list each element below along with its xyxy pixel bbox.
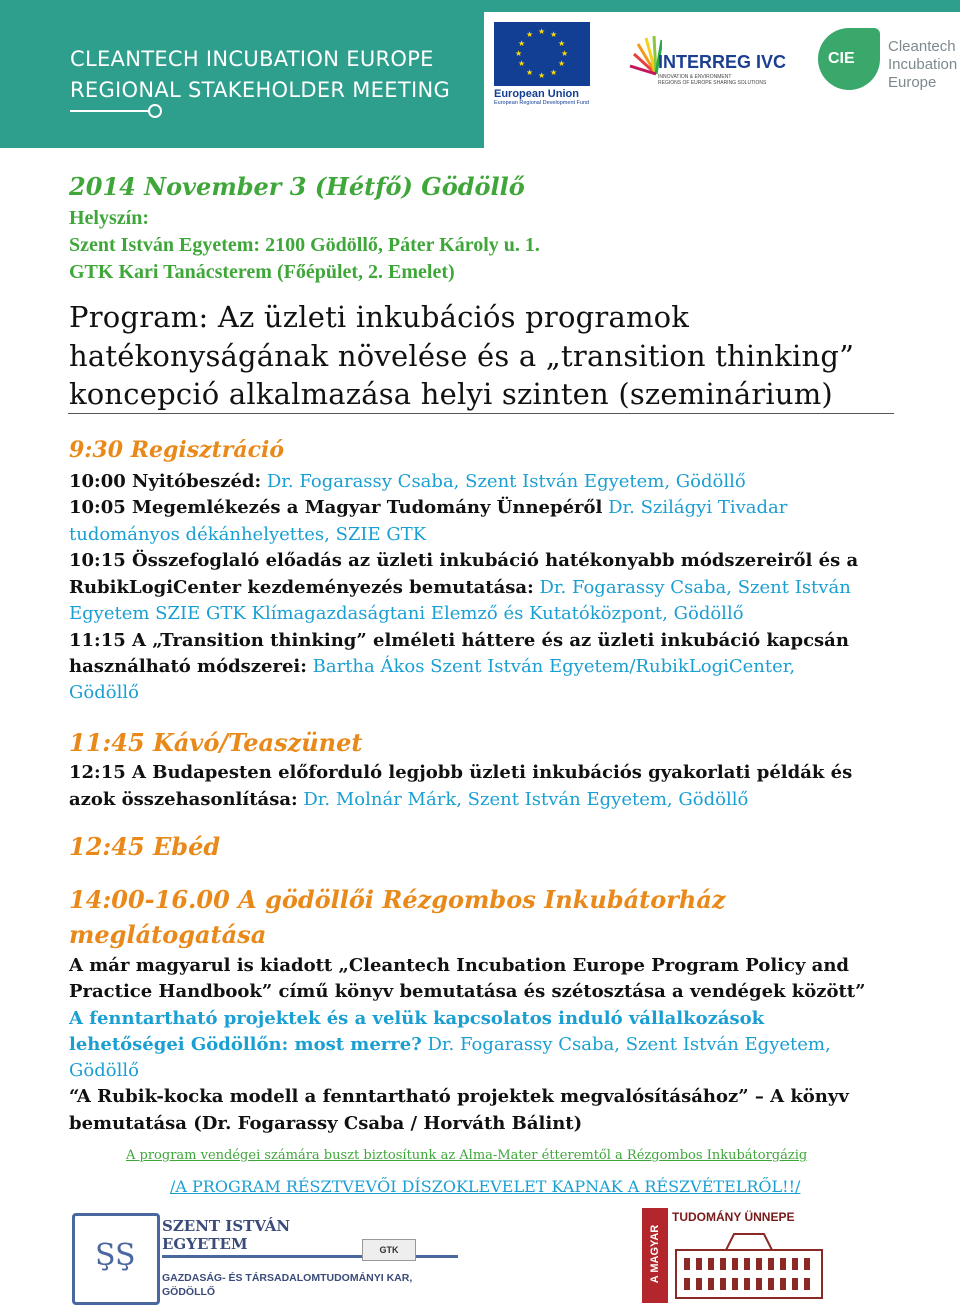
agenda-visit-line2: meglátogatása xyxy=(69,920,267,949)
header-decor-line xyxy=(70,110,154,112)
szie-name-line1: SZENT ISTVÁN xyxy=(162,1217,291,1235)
cie-line1: Cleantech xyxy=(888,38,956,55)
tudomany-title: TUDOMÁNY ÜNNEPE xyxy=(672,1210,795,1224)
cie-mark-text: CIE xyxy=(828,50,855,67)
agenda-item-commemoration-role: tudományos dékánhelyettes, SZIE GTK xyxy=(69,524,427,545)
agenda-sustainable-line3: Gödöllő xyxy=(69,1060,139,1081)
szie-crest-icon: ŞŞ xyxy=(72,1213,160,1305)
cie-line2: Incubation xyxy=(888,56,958,73)
cie-line3: Europe xyxy=(888,74,937,91)
program-title-line1: Program: Az üzleti inkubációs programok xyxy=(69,300,690,334)
agenda-item-budapest-line2 xyxy=(69,789,748,810)
cie-logo-text xyxy=(888,38,957,92)
agenda-item-summary-speaker: Dr. Fogarassy Csaba, Szent István xyxy=(533,577,851,598)
title-divider xyxy=(68,413,894,414)
agenda-item-summary-line1: 10:15 Összefoglaló előadás az üzleti inkubáció hatékonyabb módszereiről és a xyxy=(69,550,859,571)
szie-name xyxy=(162,1217,290,1253)
agenda-rubik-line2: bemutatása (Dr. Fogarassy Csaba / Horváth Bálint) xyxy=(69,1113,583,1134)
header-decor-circle xyxy=(148,104,162,118)
agenda-item-budapest-speaker: Dr. Molnár Márk, Szent István Egyetem, Gödöllő xyxy=(297,789,749,810)
agenda-item-budapest-title-end: azok összehasonlítása: xyxy=(69,789,298,810)
agenda-item-transition-title-end: használható módszerei: xyxy=(69,656,307,677)
gtk-faculty-name xyxy=(162,1271,412,1299)
venue-label: Helyszín: xyxy=(69,207,149,229)
interreg-sub-line1: INNOVATION & ENVIRONMENT xyxy=(658,74,732,80)
agenda-item-commemoration-speaker: Dr. Szilágyi Tivadar xyxy=(602,497,788,518)
agenda-item-summary-line2 xyxy=(69,577,851,598)
interreg-sub-line2: REGIONS OF EUROPE SHARING SOLUTIONS xyxy=(658,80,767,86)
agenda-item-transition-line2 xyxy=(69,656,795,677)
agenda-lunch: 12:45 Ebéd xyxy=(69,832,221,861)
agenda-item-summary-line3: Egyetem SZIE GTK Klímagazdaságtani Elemző és Kutatóközpont, Gödöllő xyxy=(69,603,744,624)
eu-logo xyxy=(494,22,590,110)
agenda-item-opening-speaker: Dr. Fogarassy Csaba, Szent István Egyetem, Gödöllő xyxy=(261,471,746,492)
tudomany-unnepe-logo xyxy=(642,1208,832,1303)
agenda-sustainable-title-end: lehetőségei Gödöllőn: most merre? xyxy=(69,1034,422,1055)
agenda-sustainable-speaker: Dr. Fogarassy Csaba, Szent István Egyetem, xyxy=(421,1034,831,1055)
agenda-registration: 9:30 Regisztráció xyxy=(69,437,285,463)
cie-logo xyxy=(818,26,958,106)
header-title-line1: CLEANTECH INCUBATION EUROPE xyxy=(70,47,434,71)
program-title-line3: koncepció alkalmazása helyi szinten (szeminárium) xyxy=(69,377,833,411)
gtk-faculty-line2: GÖDÖLLŐ xyxy=(162,1286,216,1298)
interreg-logo-name: INTERREG IVC xyxy=(658,52,787,72)
agenda-visit-line1: 14:00-16.00 A gödöllői Rézgombos Inkubátorház xyxy=(69,885,726,914)
agenda-book-line1: A már magyarul is kiadott „Cleantech Incubation Europe Program Policy and xyxy=(69,955,850,976)
event-date: 2014 November 3 (Hétfő) Gödöllő xyxy=(69,172,525,201)
agenda-book-line2: Practice Handbook” című könyv bemutatása és szétosztása a vendégek között” xyxy=(69,981,866,1002)
agenda-item-commemoration xyxy=(69,497,787,518)
cie-leaf-icon xyxy=(818,28,880,90)
gtk-faculty-line1: GAZDASÁG- ÉS TÁRSADALOMTUDOMÁNYI KAR, xyxy=(162,1272,413,1284)
agenda-item-opening xyxy=(69,471,746,492)
interreg-logo-subtitle xyxy=(658,74,766,86)
interreg-logo xyxy=(628,30,788,100)
venue-room: GTK Kari Tanácsterem (Főépület, 2. Emelet) xyxy=(69,261,455,283)
agenda-coffee-break: 11:45 Kávó/Teaszünet xyxy=(69,728,363,757)
diploma-note: /A PROGRAM RÉSZTVEVŐI DÍSZOKLEVELET KAPNAK A RÉSZVÉTELRŐL!!/ xyxy=(170,1177,801,1196)
agenda-item-commemoration-title: 10:05 Megemlékezés a Magyar Tudomány Ünnepéről xyxy=(69,497,603,518)
tudomany-side-text: A MAGYAR xyxy=(649,1224,661,1284)
academy-building-icon xyxy=(674,1230,824,1300)
agenda-rubik-line1: “A Rubik-kocka modell a fenntartható projektek megvalósításához” – A könyv xyxy=(69,1086,849,1107)
eu-logo-subtitle: European Regional Development Fund xyxy=(494,100,590,106)
eu-flag-icon: ★ ★ ★ ★ ★ ★ ★ ★ ★ ★ ★ ★ xyxy=(494,22,590,86)
agenda-item-budapest-line1: 12:15 A Budapesten előforduló legjobb üzleti inkubációs gyakorlati példák és xyxy=(69,762,853,783)
agenda-item-opening-time: 10:00 Nyitóbeszéd: xyxy=(69,471,262,492)
agenda-item-summary-title-end: RubikLogiCenter kezdeményezés bemutatása: xyxy=(69,577,534,598)
header-title-line2: REGIONAL STAKEHOLDER MEETING xyxy=(70,78,451,102)
szie-name-line2: EGYETEM xyxy=(162,1235,248,1253)
gtk-badge: GTK xyxy=(362,1239,416,1261)
bus-note: A program vendégei számára buszt biztosítunk az Alma-Mater étteremtől a Rézgombos Inkubátorgázig xyxy=(126,1148,808,1163)
agenda-sustainable-line1: A fenntartható projektek és a velük kapcsolatos induló vállalkozások xyxy=(69,1008,765,1029)
eu-logo-name: European Union xyxy=(494,88,579,100)
agenda-item-transition-line1: 11:15 A „Transition thinking” elméleti háttere és az üzleti inkubáció kapcsán xyxy=(69,630,849,651)
program-title-line2: hatékonyságának növelése és a „transition thinking” xyxy=(69,339,855,373)
venue-address: Szent István Egyetem: 2100 Gödöllő, Páter Károly u. 1. xyxy=(69,234,540,256)
agenda-item-transition-line3: Gödöllő xyxy=(69,682,139,703)
agenda-sustainable-line2 xyxy=(69,1034,831,1055)
tudomany-side-band xyxy=(642,1208,668,1303)
interreg-sunburst-icon xyxy=(628,36,662,76)
szie-gtk-logo xyxy=(72,1213,462,1303)
agenda-item-transition-speaker: Bartha Ákos Szent István Egyetem/RubikLogiCenter, xyxy=(306,656,796,677)
